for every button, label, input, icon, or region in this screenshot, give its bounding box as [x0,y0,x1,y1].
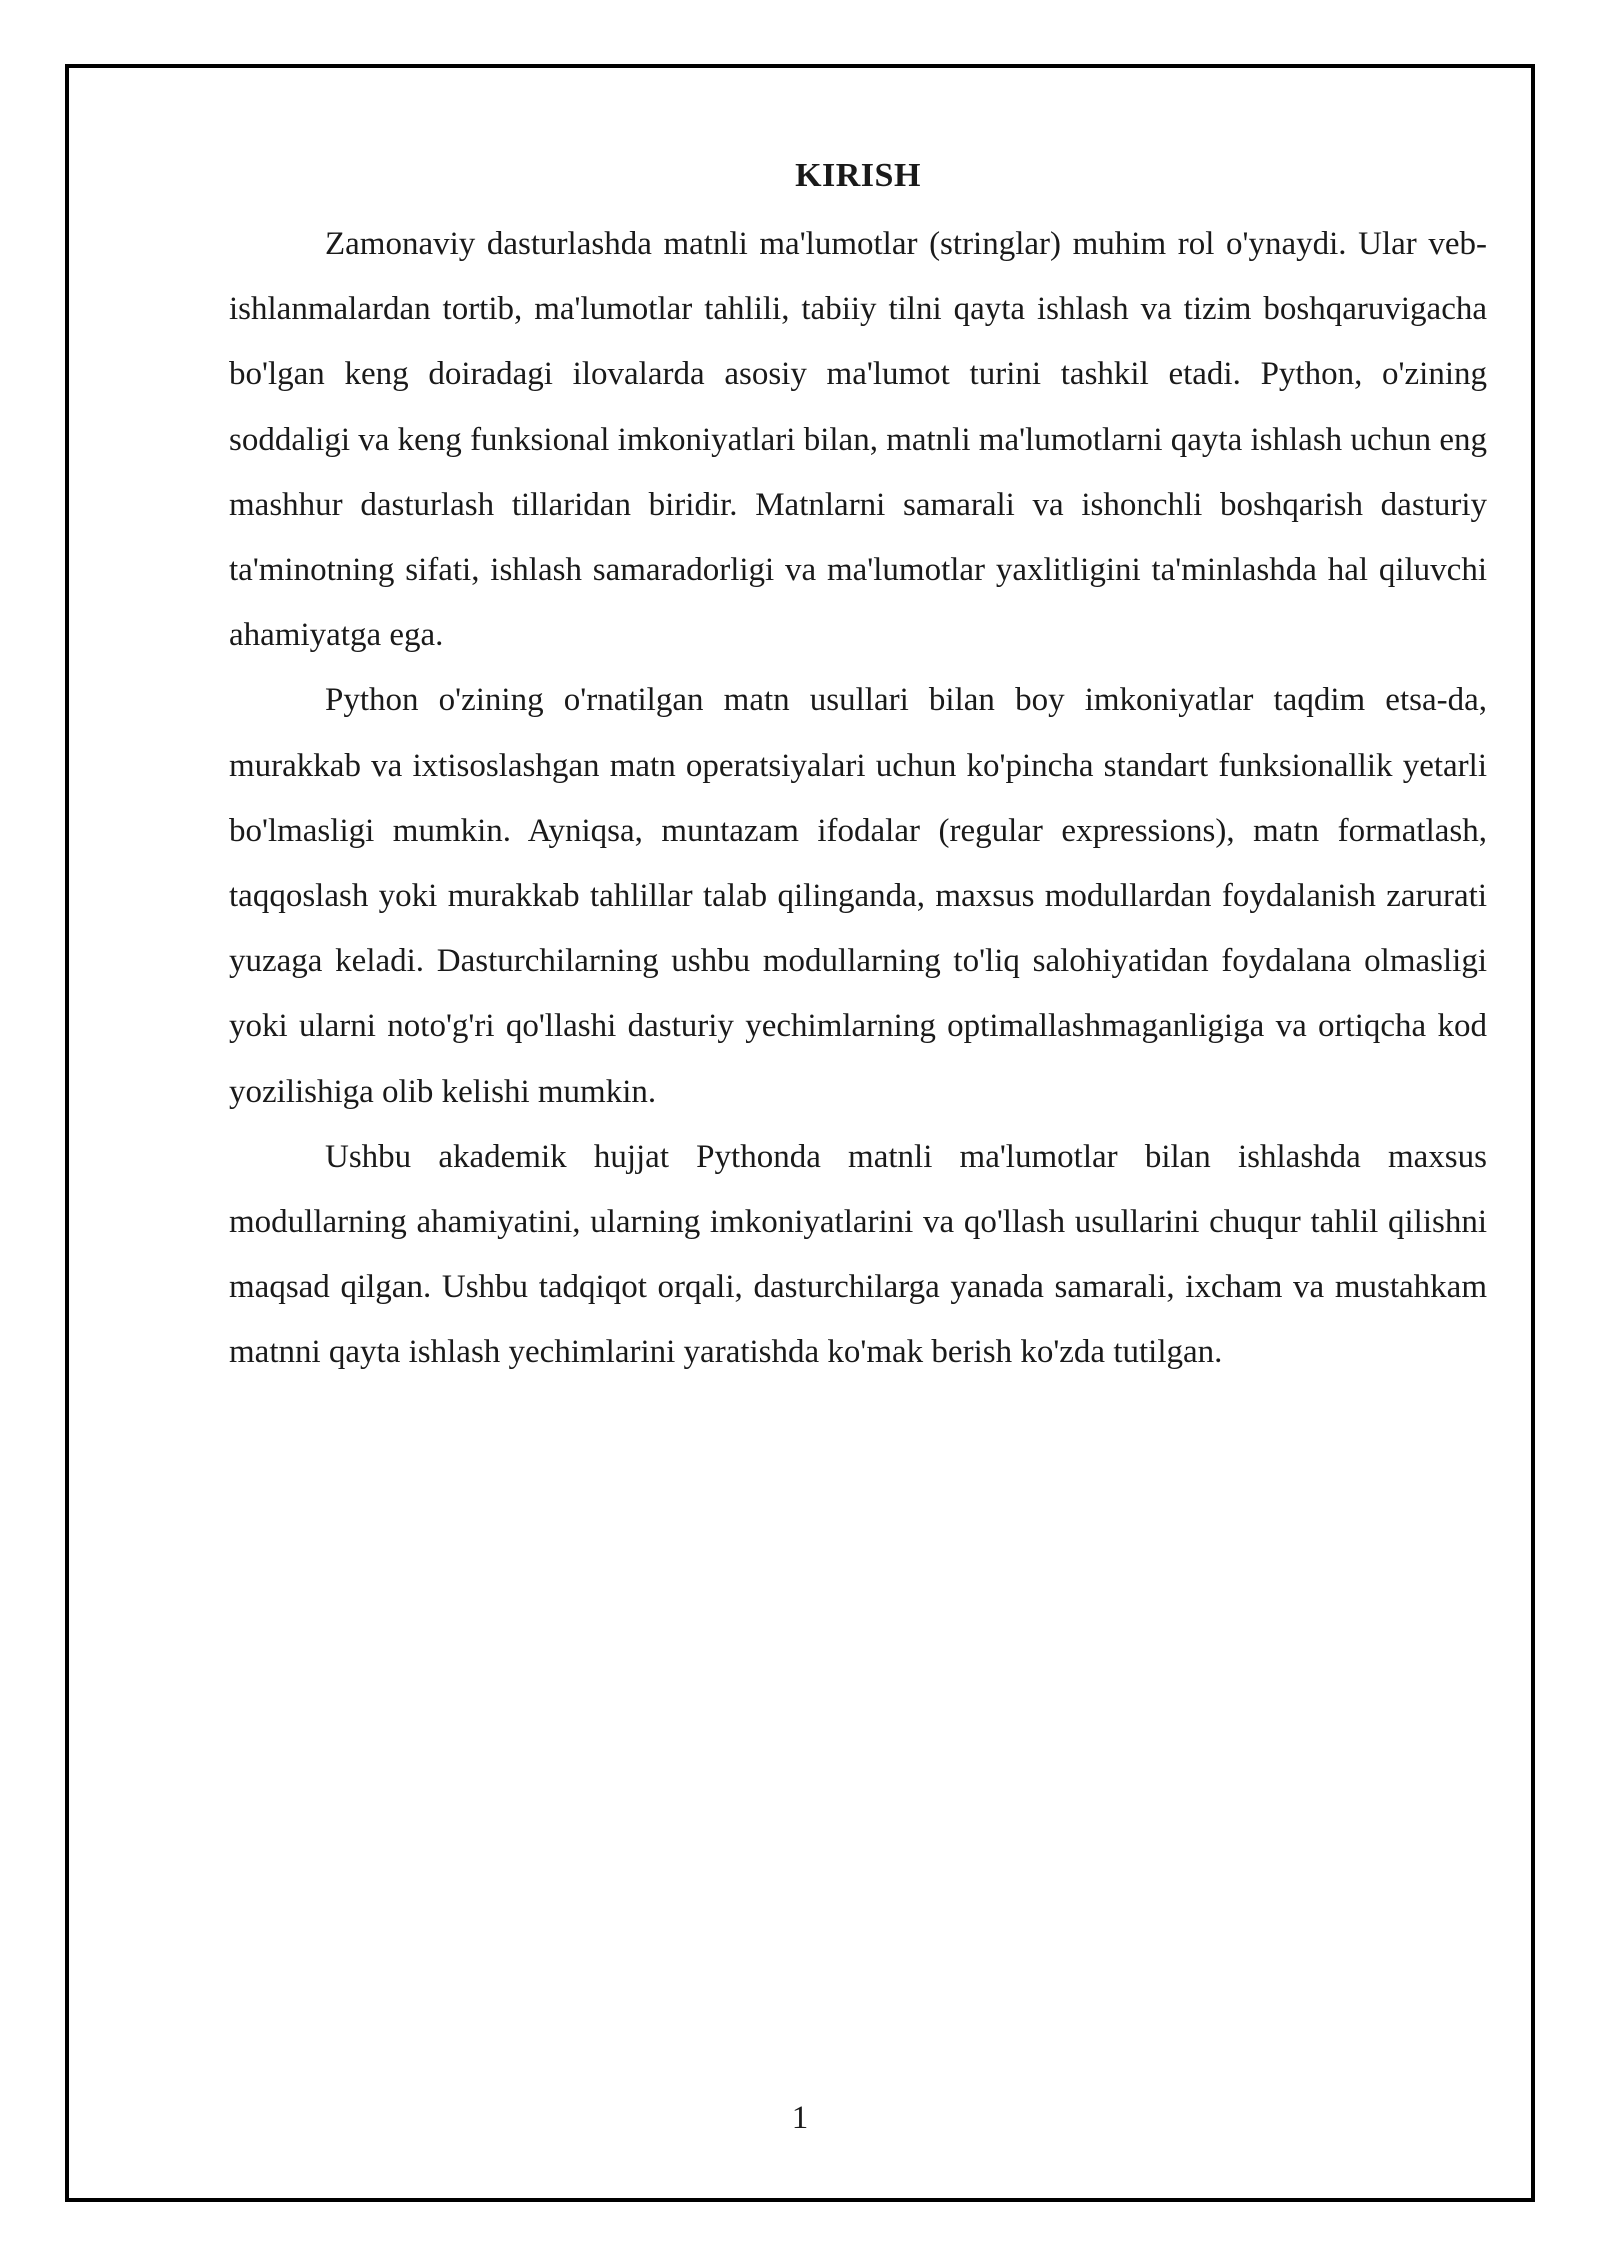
document-body [229,148,1487,1386]
paragraph-3: Ushbu akademik hujjat Pythonda matnli ma'lumotlar bilan ishlashda maxsus modullarning ahamiyatini, ularning imkoniyatlarini va qo'llash usullarini chuqur tahlil qilishni maqsad qilgan. Ushbu tadqiqot orqali, dasturchilarga yanada samarali, ixcham va mustahkam matnni qayta ishlash yechimlarini yaratishda ko'mak berish ko'zda tutilgan. [229,1138,1487,1371]
paragraph-2: Python o'zining o'rnatilgan matn usullari bilan boy imkoniyatlar taqdim etsa-da, murakkab va ixtisoslashgan matn operatsiyalari uchun ko'pincha standart funksionallik yetarli bo'lmasligi mumkin. Ayniqsa, muntazam ifodalar (regular expressions), matn formatlash, taqqoslash yoki murakkab tahlillar talab qilinganda, maxsus modullardan foydalanish zarurati yuzaga keladi. Dasturchilarning ushbu modullarning to'liq salohiyatidan foydalana olmasligi yoki ularni noto'g'ri qo'llashi dasturiy yechimlarning optimallashmaganligiga va ortiqcha kod yozilishiga olib kelishi mumkin. [229,682,1487,1110]
page-number: 1 [791,2100,809,2136]
paragraph-1: Zamonaviy dasturlashda matnli ma'lumotlar (stringlar) muhim rol o'ynaydi. Ular veb-ishlanmalardan tortib, ma'lumotlar tahlili, tabiiy tilni qayta ishlash va tizim boshqaruvigacha bo'lgan keng doiradagi ilovalarda asosiy ma'lumot turini tashkil etadi. Python, o'zining soddaligi va keng funksional imkoniyatlari bilan, matnli ma'lumotlarni qayta ishlash uchun eng mashhur dasturlash tillaridan biridir. Matnlarni samarali va ishonchli boshqarish dasturiy ta'minotning sifati, ishlash samaradorligi va ma'lumotlar yaxlitligini ta'minlashda hal qiluvchi ahamiyatga ega. [229,226,1487,654]
section-title: KIRISH [795,157,921,194]
